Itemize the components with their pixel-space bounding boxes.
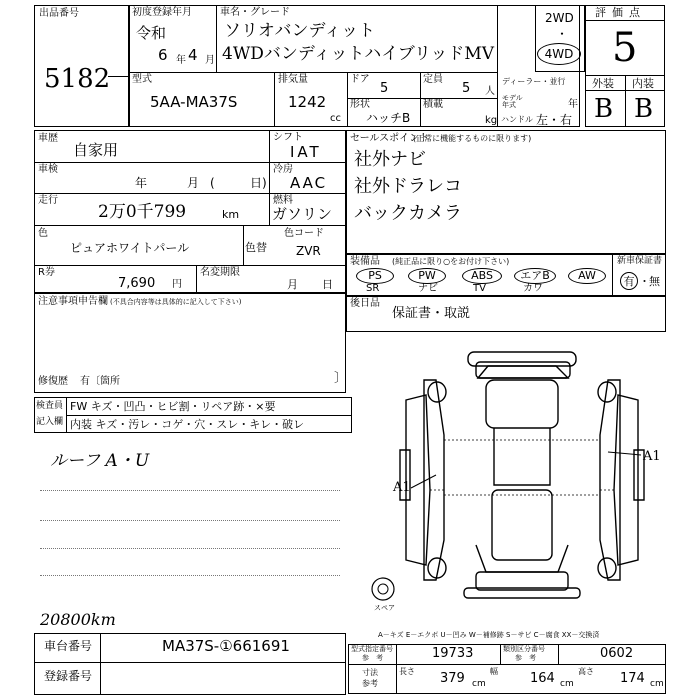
recycle-label: R券 <box>38 267 55 278</box>
checker-ext-row: FW キズ・凹凸・ヒビ割・リペア跡・×要 <box>70 400 276 413</box>
cap-label: 定員 <box>423 74 443 85</box>
int-label: 内装 <box>632 77 654 90</box>
disp-label: 排気量 <box>278 74 308 85</box>
model-name: ソリオバンディット <box>224 21 376 41</box>
sales-item-3: バックカメラ <box>354 203 462 224</box>
drive-4wd: 4WD <box>537 43 581 65</box>
first-reg-year: 6 <box>158 46 168 64</box>
new-warranty-no: 無 <box>649 275 660 288</box>
width-value: 164 <box>530 671 555 686</box>
dealer-label: ディーラー・並行 <box>502 77 566 86</box>
history-value: 自家用 <box>73 141 119 159</box>
lot-label: 出品番号 <box>39 8 79 19</box>
lot-number: 5182 <box>44 64 111 94</box>
type-value: 5AA-MA37S <box>150 93 238 111</box>
notes-label: 注意事項申告欄 <box>38 296 108 307</box>
reg-label: 登録番号 <box>44 669 93 683</box>
equip-ps: PS <box>356 268 394 284</box>
first-reg-month: 4 <box>188 46 198 64</box>
diagram-legend: A－キズ E－エクボ U－凹み W－補修跡 S－サビ C－腐食 XX－交換済 <box>378 631 600 639</box>
inspection-label: 車検 <box>38 164 58 175</box>
class-code-label: 類別区分番号 <box>503 645 545 653</box>
height-value: 174 <box>620 671 645 686</box>
chassis-value: MA37S-①661691 <box>162 637 290 655</box>
color-value: ピュアホワイトパール <box>70 241 190 255</box>
cooling-label: 冷房 <box>273 164 293 175</box>
score-label: 評価点 <box>595 6 646 19</box>
spare-tire-icon <box>368 575 398 605</box>
equip-abs: ABS <box>462 268 502 284</box>
model-code-label: 型式指定番号 <box>351 645 393 653</box>
model-label: 車名・グレード <box>220 7 290 18</box>
damage-mark-left: A1 <box>393 480 411 495</box>
type-label: 型式 <box>132 74 152 85</box>
equip-pw: PW <box>408 268 446 284</box>
color-change-label: 色替 <box>245 241 267 254</box>
chassis-label: 車台番号 <box>44 639 93 653</box>
door-label: ドア <box>350 74 370 85</box>
mileage-value: 2万0千799 <box>98 202 187 222</box>
handle-label: ハンドル <box>501 115 533 124</box>
size-label: 寸法 <box>362 668 378 677</box>
sales-sub: (正常に機能するものに限ります) <box>413 134 532 143</box>
color-code: ZVR <box>296 244 321 258</box>
checker-int-row: 内装 キズ・汚レ・コゲ・穴・スレ・キレ・破レ <box>70 418 305 431</box>
checker-label-2: 記入欄 <box>36 417 64 427</box>
fuel-value: ガソリン <box>272 205 333 223</box>
equip-aw: AW <box>568 268 606 284</box>
class-code-value: 0602 <box>600 646 634 661</box>
after-docs-label: 後日品 <box>350 298 380 309</box>
ext-grade: B <box>594 94 614 124</box>
model-year-label: モデル年式 <box>502 94 523 109</box>
repair-value: 有〔箇所 <box>80 376 120 387</box>
fuel-label: 燃料 <box>273 195 293 206</box>
model-code-value: 19733 <box>432 646 474 661</box>
drive-2wd: 2WD <box>545 11 574 25</box>
handle-value: 左・右 <box>536 113 573 127</box>
score-value: 5 <box>612 25 638 71</box>
shape-label: 形状 <box>350 99 370 110</box>
mileage-label: 走行 <box>38 195 58 206</box>
door-value: 5 <box>380 81 389 96</box>
recycle-value: 7,690 <box>118 276 156 291</box>
shift-value: IAT <box>290 143 322 161</box>
sales-item-1: 社外ナビ <box>354 149 426 170</box>
new-warranty-yes: 有 <box>620 272 638 290</box>
shape-value: ハッチB <box>366 111 411 125</box>
car-diagram <box>396 340 686 620</box>
equip-airbag: エアB <box>514 268 556 284</box>
disp-value: 1242 <box>288 93 327 111</box>
spare-label: スペア <box>374 604 395 612</box>
first-reg-era: 令和 <box>136 24 167 42</box>
ext-label: 外装 <box>592 77 614 90</box>
first-reg-label: 初度登録年月 <box>132 7 192 18</box>
int-grade: B <box>634 94 654 124</box>
model-grade: 4WDバンディットハイブリッドMV <box>222 44 495 64</box>
repair-label: 修復歴 <box>38 376 68 387</box>
history-label: 車歴 <box>38 133 58 144</box>
checker-note: ルーフ A・U <box>50 451 150 471</box>
checker-label-1: 検査員 <box>36 401 64 411</box>
shift-label: シフト <box>273 132 303 143</box>
damage-mark-right: A1 <box>643 449 661 464</box>
equipment-label: 装備品 <box>350 256 380 267</box>
load-label: 積載 <box>423 99 443 110</box>
equipment-sub: (純正品に限り○をお付け下さい) <box>392 257 510 266</box>
color-label: 色 <box>38 228 48 239</box>
sales-label: セールスポイント <box>350 133 430 144</box>
cap-value: 5 <box>462 81 471 96</box>
new-warranty-label: 新車保証書 <box>617 256 663 266</box>
odometer-note: 20800km <box>40 610 116 629</box>
after-docs-value: 保証書・取説 <box>392 306 471 321</box>
length-value: 379 <box>440 671 465 686</box>
sales-item-2: 社外ドラレコ <box>354 176 462 197</box>
meigi-label: 名変期限 <box>200 267 240 278</box>
auction-sheet: 出品番号 5182 初度登録年月 令和 6 年 4 月 車名・グレード ソリオバンディット 4WDバンディットハイブリッドMV 型式 5AA-MA37S 排気量 1242 cc ドア 5 定員 5 人 形状 ハッチB 積載 kg ディーラー・並行 モデル年式 年 ハンドル 左・右 2WD ・ 4WD 評価点 5 外装 内装 B B 車歴 自家用 車検 年 月 ( 日) 走行 2万0千799 km シフト IAT 冷房 AAC 燃料 ガソリン 色 ピュアホワイトパール 色替 色コード ZVR R券 7,690 円 名変期限 月 日 注意事項申告欄 (不具合内容等は具体的に記入して下さい) 修復歴 有〔箇所 〕 セールスポイント (正常に機能するものに限ります) 社外ナビ 社外ドラレコ バックカメラ 装備品 (純正品に限り○をお付け下さい) PS SR PW ナビ ABS TV エアB カワ AW 新車保証書 有 ・ 無 後日品 保証書・取説 検査員 記入欄 FW キズ・凹凸・ヒビ割・リペア跡・×要 内装 キズ・汚レ・コゲ・穴・スレ・キレ・破レ ルーフ A・U 20800km A1 A1 スペア A－キズ E－エクボ U－凹み W－補修跡 S－サビ C－腐食 XX－交換済 車台番号 MA37S-①661691 登録番号 型式指定番号 参 考 19733 類別区分番号 参 考 0602 寸法 参考 長さ 379 cm 幅 164 cm 高さ 174 cm <box>0 0 700 700</box>
color-code-label: 色コード <box>284 228 324 239</box>
notes-sub: (不具合内容等は具体的に記入して下さい) <box>110 298 242 306</box>
cooling-value: AAC <box>290 174 328 192</box>
